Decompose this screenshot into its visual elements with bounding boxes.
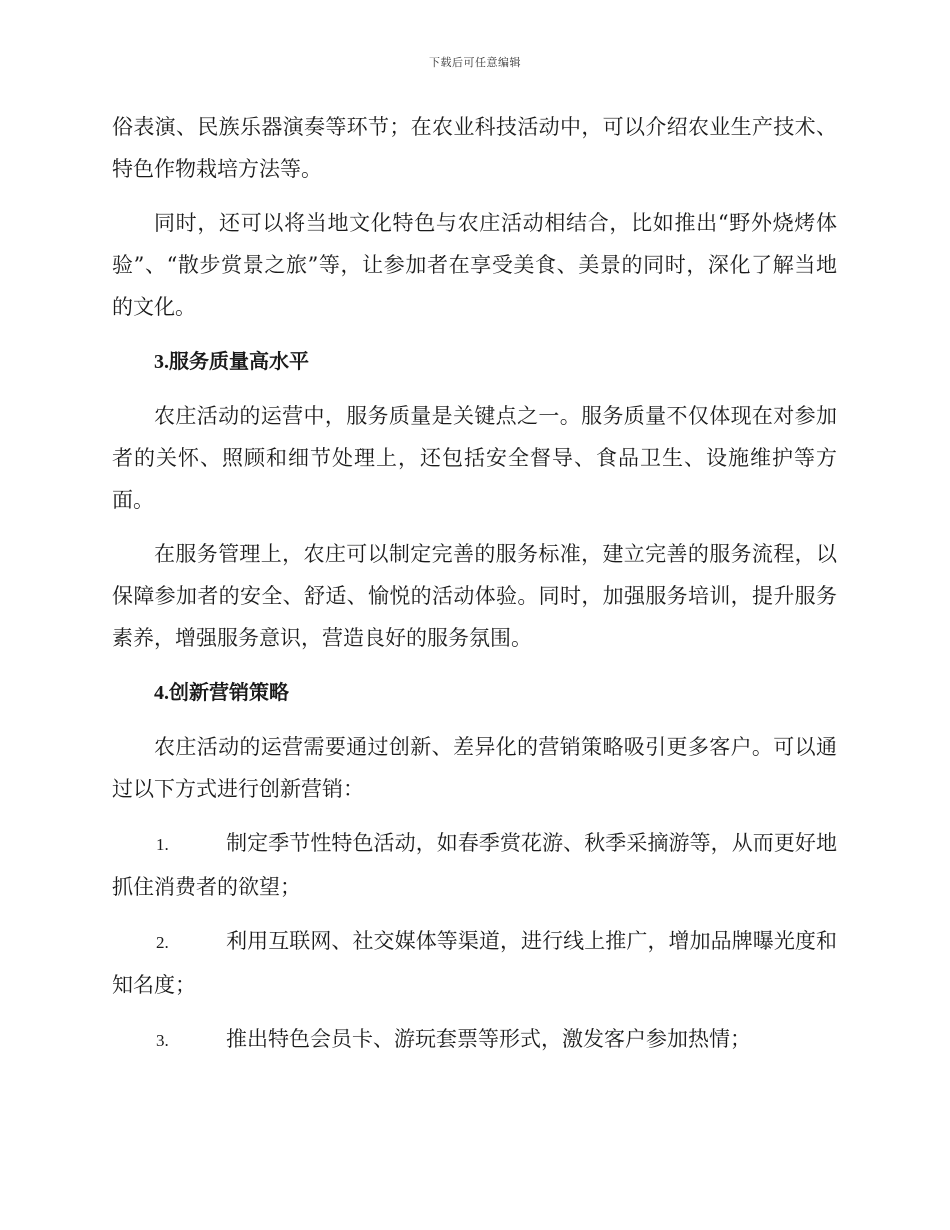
list-item-text: 利用互联网、社交媒体等渠道，进行线上推广，增加品牌曝光度和知名度； [112, 929, 837, 997]
list-item [112, 920, 837, 1006]
section-number: 4. [154, 682, 169, 704]
paragraph-culture-integration: 同时，还可以将当地文化特色与农庄活动相结合，比如推出“野外烧烤体验”、“散步赏景之旅”等，让参加者在享受美食、美景的同时，深化了解当地的文化。 [112, 211, 837, 319]
paragraph-service-management: 在服务管理上，农庄可以制定完善的服务标准，建立完善的服务流程，以保障参加者的安全、舒适、愉悦的活动体验。同时，加强服务培训，提升服务素养，增强服务意识，营造良好的服务氛围。 [112, 542, 837, 650]
list-item-text: 推出特色会员卡、游玩套票等形式，激发客户参加热情； [226, 1027, 751, 1051]
list-item-number: 2. [156, 933, 169, 952]
section-heading-marketing [112, 671, 837, 714]
list-item-number: 1. [156, 835, 169, 854]
paragraph-service-quality: 农庄活动的运营中，服务质量是关键点之一。服务质量不仅体现在对参加者的关怀、照顾和细节处理上，还包括安全督导、食品卫生、设施维护等方面。 [112, 404, 837, 512]
paragraph-marketing-intro: 农庄活动的运营需要通过创新、差异化的营销策略吸引更多客户。可以通过以下方式进行创新营销： [112, 735, 837, 801]
document-body [112, 106, 837, 1074]
list-item-number: 3. [156, 1031, 169, 1050]
list-item [112, 822, 837, 908]
page-header: 下载后可任意编辑 [429, 56, 521, 69]
section-number: 3. [154, 351, 169, 373]
section-title: 创新营销策略 [169, 680, 289, 704]
list-item-text: 制定季节性特色活动，如春季赏花游、秋季采摘游等，从而更好地抓住消费者的欲望； [112, 831, 837, 899]
list-item [112, 1018, 837, 1062]
section-title: 服务质量高水平 [169, 349, 309, 373]
section-heading-service-quality [112, 340, 837, 383]
paragraph-continuation: 俗表演、民族乐器演奏等环节；在农业科技活动中，可以介绍农业生产技术、特色作物栽培方法等。 [112, 115, 837, 181]
